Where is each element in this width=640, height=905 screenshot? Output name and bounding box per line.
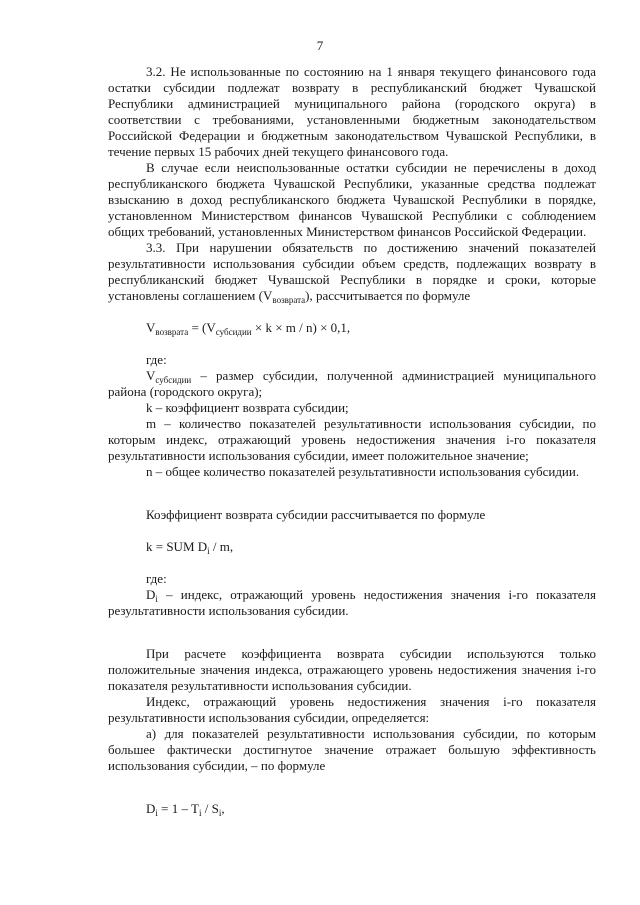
formula-v-return: $V_{возврата} = (V_{субсидии} \times k \times m / n) \times 0,1$, (146, 320, 351, 337)
definition-m: m – количество показателей результативности использования субсидии, по которым индекс, отражающий уровень недостижения значения i-го показателя результативности использования субсидии, имеет положительное значение; (108, 416, 596, 463)
formula-d: $D_i = 1 - T_i / S_i$, (146, 801, 225, 818)
paragraph-case-a: а) для показателей результативности использования субсидии, по которым большее фактически достигнутое значение отражает большую эффективность использования субсидии, – по формуле (108, 726, 596, 773)
definition-k: k – коэффициент возврата субсидии; (146, 400, 349, 415)
where-label-1: где: (146, 352, 167, 367)
paragraph-index-definition: Индекс, отражающий уровень недостижения значения i-го показателя результативности использования субсидии, определяется: (108, 694, 596, 725)
coefficient-intro: Коэффициент возврата субсидии рассчитывается по формуле (146, 507, 486, 522)
paragraph-3-2: 3.2. Не использованные по состоянию на 1 января текущего финансового года остатки субсидии подлежат возврату в республиканский бюджет Чувашской Республики администрацией муниципального района (городского округа) в соответствии с требованиями, установленными бюджетным законодательством Российской Федерации и бюджетным законодательством Чувашской Республики, в течение первых 15 рабочих дней текущего финансового года. (108, 64, 596, 159)
paragraph-unused-remains: В случае если неиспользованные остатки субсидии не перечислены в доход республиканского бюджета Чувашской Республики, указанные средства подлежат взысканию в доход республиканского бюджета Чувашской Республики в порядке, установленном Министерством финансов Чувашской Республики с соблюдением общих требований, установленных Министерством финансов Российской Федерации. (108, 160, 596, 239)
paragraph-3-3: 3.3. При нарушении обязательств по достижению значений показателей результативности использования субсидии объем средств, подлежащих возврату в республиканский бюджет Чувашской Республики в порядке и сроки, которые установлены соглашением $(V_{возврата})$, рассчитывается по формуле (108, 240, 596, 305)
definition-v-subsidy: $V_{субсидии}$ – размер субсидии, полученной администрацией муниципального района (городского округа); (108, 368, 596, 399)
formula-k: k = SUM $D_i$ / m, (146, 539, 234, 556)
where-label-2: где: (146, 571, 167, 586)
paragraph-positive-values: При расчете коэффициента возврата субсидии используются только положительные значения индекса, отражающего уровень недостижения значения i-го показателя результативности использования субсидии. (108, 646, 596, 693)
definition-n: n – общее количество показателей результативности использования субсидии. (146, 464, 580, 479)
definition-d: $D_i$ – индекс, отражающий уровень недостижения значения i-го показателя результативности использования субсидии. (108, 587, 596, 618)
page-number: 7 (316, 38, 324, 53)
document-body (108, 64, 596, 817)
